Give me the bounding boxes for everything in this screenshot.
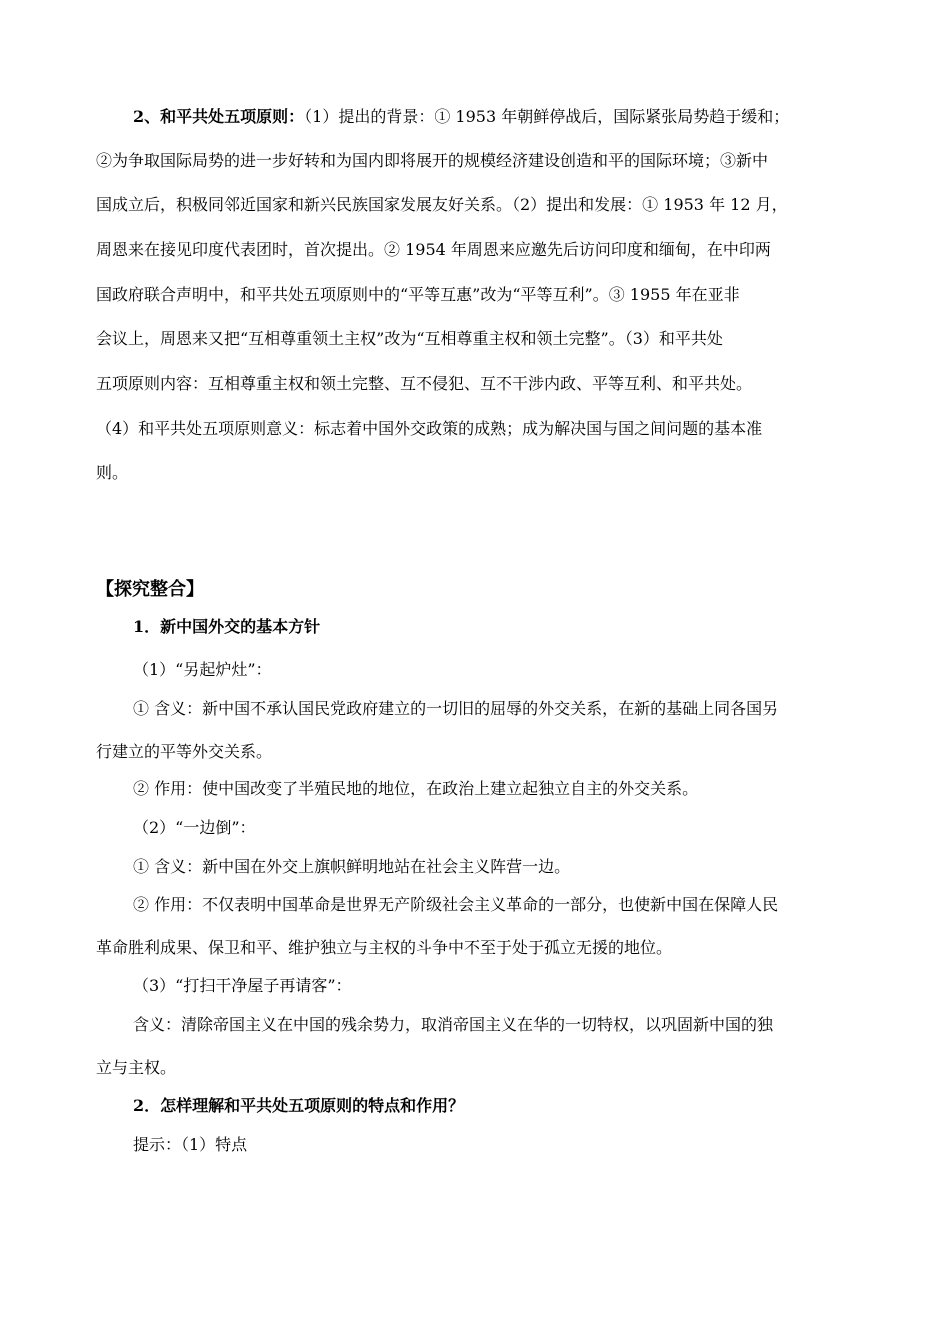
paragraph-line: ② 作用：不仅表明中国革命是世界无产阶级社会主义革命的一部分，也使新中国在保障人民	[133, 895, 779, 914]
paragraph-line: （4）和平共处五项原则意义：标志着中国外交政策的成熟；成为解决国与国之间问题的基本准	[96, 419, 763, 438]
paragraph-line: 周恩来在接见印度代表团时，首次提出。② 1954 年周恩来应邀先后访问印度和缅甸，在中印两	[96, 240, 771, 259]
principle-title: 2、和平共处五项原则：	[133, 107, 305, 126]
paragraph-line: 国成立后，积极同邻近国家和新兴民族国家发展友好关系。（2）提出和发展：① 1953 年 12 月，	[96, 195, 788, 214]
question-2-title: 2．怎样理解和平共处五项原则的特点和作用？	[133, 1096, 465, 1115]
sub-heading: （3）“打扫干净屋子再请客”：	[133, 976, 352, 995]
paragraph-line	[133, 106, 789, 128]
text-run: （1）提出的背景：① 1953 年朝鲜停战后，国际紧张局势趋于缓和；	[304, 107, 790, 126]
paragraph-line: 革命胜利成果、保卫和平、维护独立与主权的斗争中不至于处于孤立无援的地位。	[96, 938, 673, 957]
section-heading: 【探究整合】	[96, 579, 204, 600]
hint-line: 提示：（1）特点	[133, 1135, 248, 1154]
paragraph-line: 则。	[96, 463, 129, 482]
question-1-title: 1．新中国外交的基本方针	[133, 617, 321, 636]
sub-heading: （1）“另起炉灶”：	[133, 660, 272, 679]
sub-heading: （2）“一边倒”：	[133, 818, 256, 837]
paragraph-line: ① 含义：新中国在外交上旗帜鲜明地站在社会主义阵营一边。	[133, 857, 571, 876]
paragraph-line: 含义：清除帝国主义在中国的残余势力，取消帝国主义在华的一切特权，以巩固新中国的独	[133, 1015, 774, 1034]
paragraph-line: 行建立的平等外交关系。	[96, 742, 273, 761]
paragraph-line: 会议上，周恩来又把“互相尊重领土主权”改为“互相尊重主权和领土完整”。（3）和平共处	[96, 329, 723, 348]
paragraph-line: 五项原则内容：互相尊重主权和领土完整、互不侵犯、互不干涉内政、平等互利、和平共处。	[96, 374, 753, 393]
paragraph-line: 立与主权。	[96, 1058, 177, 1077]
paragraph-line: ② 作用：使中国改变了半殖民地的地位，在政治上建立起独立自主的外交关系。	[133, 779, 699, 798]
paragraph-line: 国政府联合声明中，和平共处五项原则中的“平等互惠”改为“平等互利”。③ 1955 年在亚非	[96, 285, 740, 304]
paragraph-line: ① 含义：新中国不承认国民党政府建立的一切旧的屈辱的外交关系，在新的基础上同各国另	[133, 699, 779, 718]
paragraph-line: ②为争取国际局势的进一步好转和为国内即将展开的规模经济建设创造和平的国际环境；③新中	[96, 151, 769, 170]
